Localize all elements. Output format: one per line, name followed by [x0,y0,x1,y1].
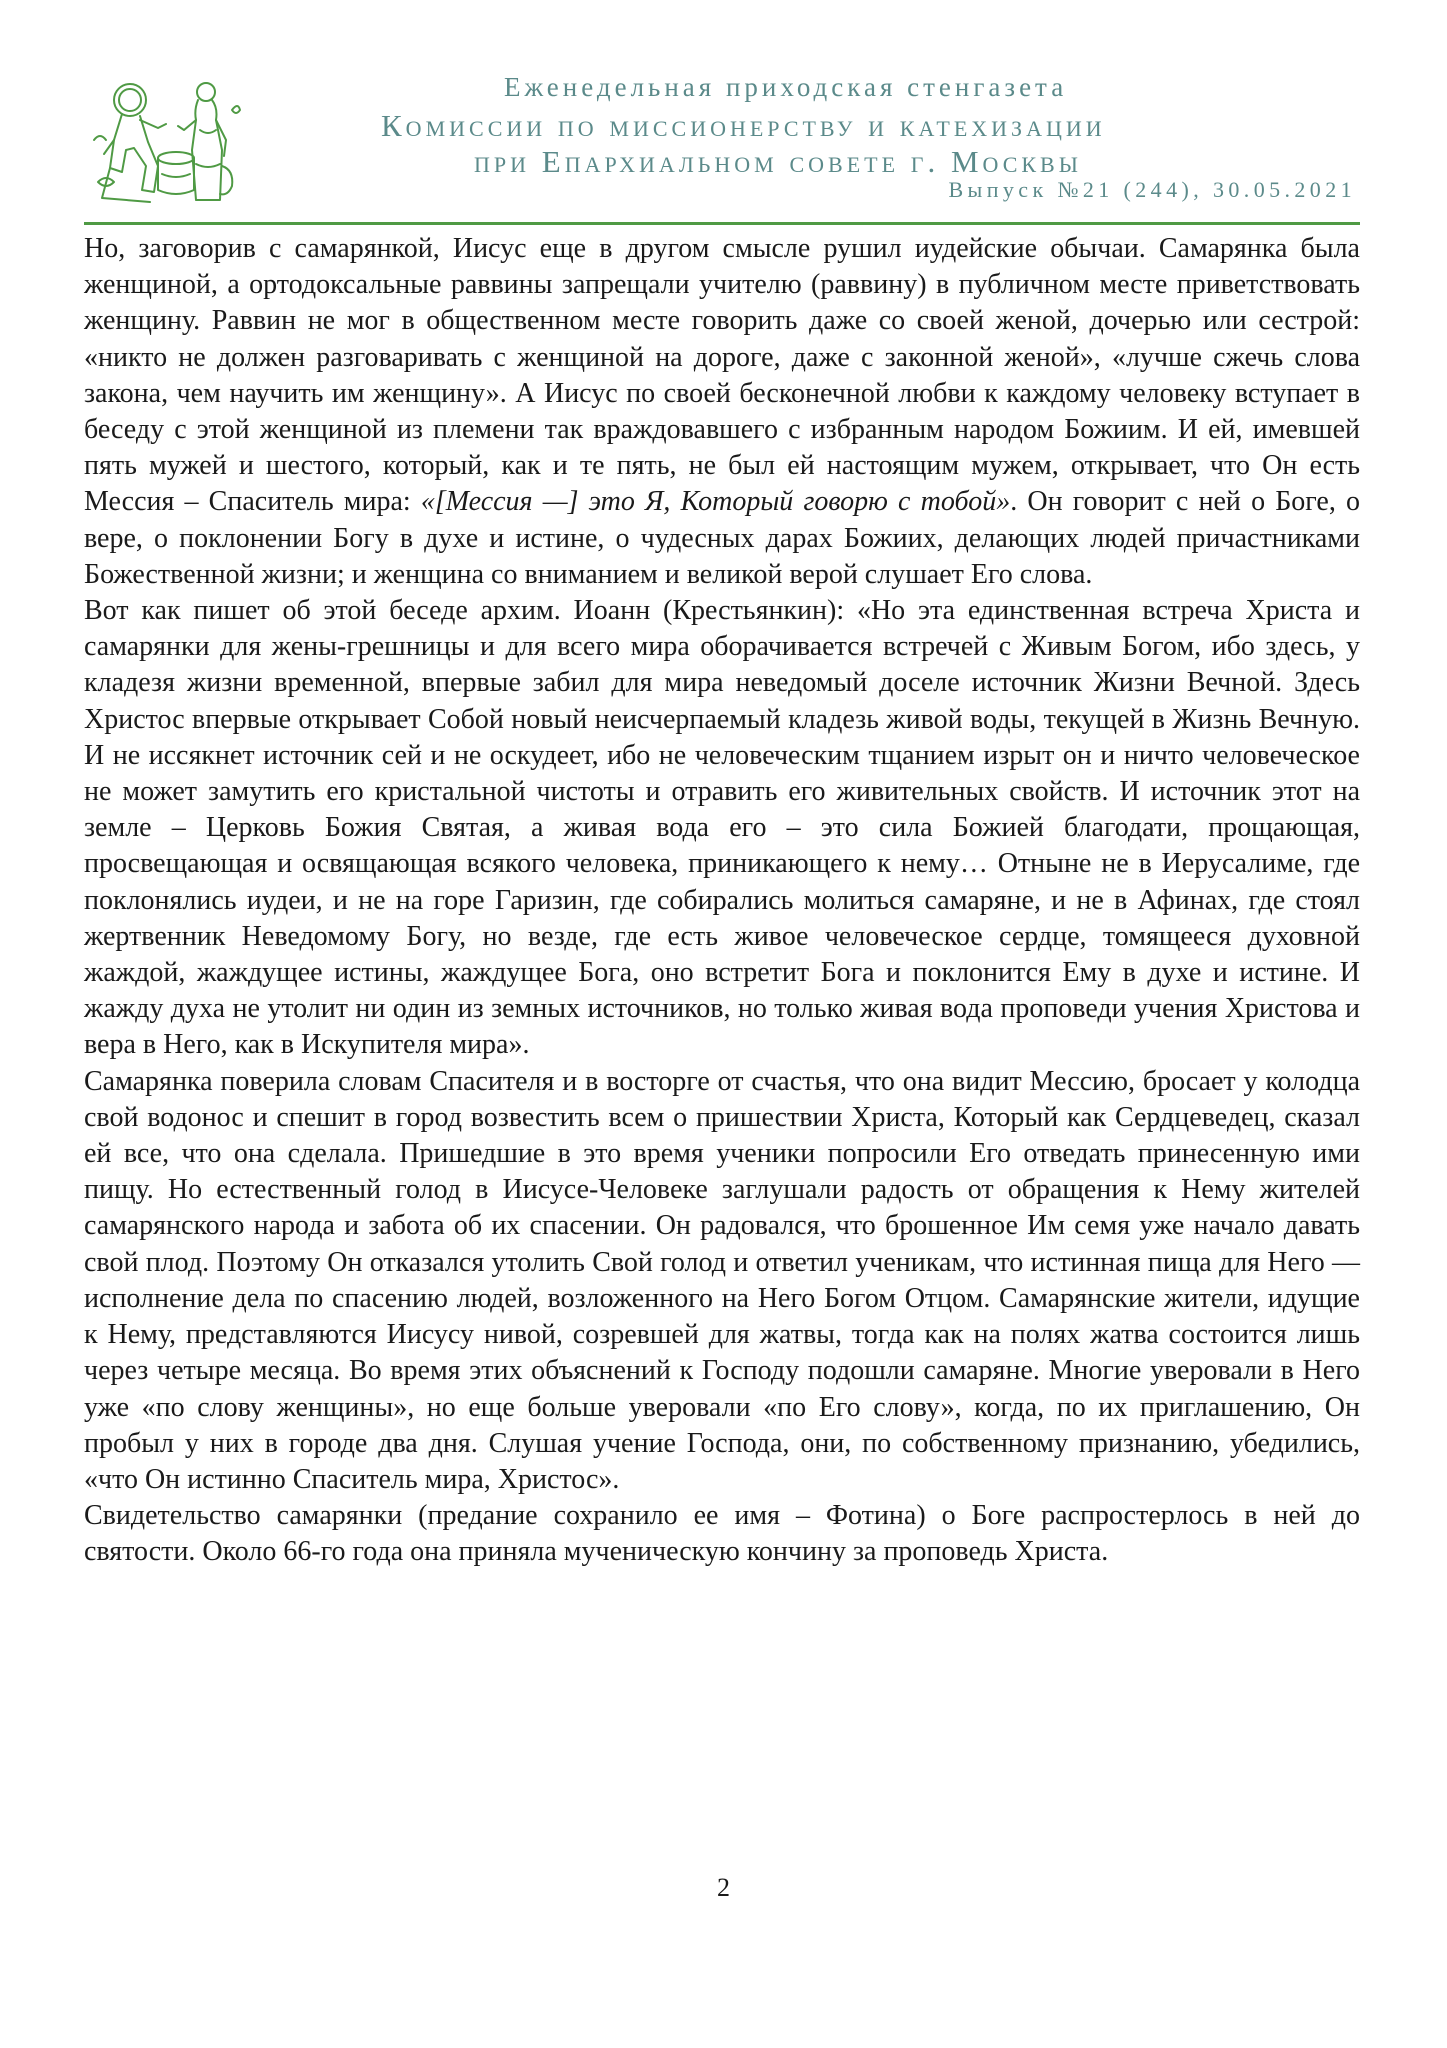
christ-and-samaritan-woman-at-well-icon [92,70,242,210]
scripture-quote: «[Мессия —] это Я, Который говорю с тобой» [420,486,1011,518]
issue-info: Выпуск №21 (244), 30.05.2021 [948,177,1356,202]
paragraph-1-text-b: . Он говорит с ней о Боге, о вере, о поклонении Богу в духе и истине, о чудесных дарах Божиих, делающих людей причастниками Божественной жизни; и женщина со вниманием и великой верой слушает Его слова. [84,486,1360,590]
diocesan-council-name: при Епархиальном совете г. Москвы [474,144,1082,179]
newsletter-title: Еженедельная приходская стенгазета [504,72,1068,102]
page-number: 2 [717,1873,730,1902]
paragraph-1 [84,231,1360,593]
header-divider [84,222,1360,225]
paragraph-4: Свидетельство самарянки (предание сохранило ее имя – Фотина) о Боге распростерлось в ней до святости. Около 66-го года она приняла мученическую кончину за проповедь Христа. [84,1500,1360,1568]
page-header [84,64,1356,222]
commission-name: Комиссии по миссионерству и катехизации [381,108,1106,143]
paragraph-1-text-a: Но, заговорив с самарянкой, Иисус еще в другом смысле рушил иудейские обычаи. Самарянка была женщиной, а ортодоксальные раввины запрещали учителю (раввину) в публичном месте приветствовать женщину. Раввин не мог в общественном месте говорить даже со своей женой, дочерью или сестрой: «никто не должен разговаривать с женщиной на дороге, даже с законной женой», «лучше сжечь слова закона, чем научить им женщину». А Иисус по своей бесконечной любви к каждому человеку вступает в беседу с этой женщиной из племени так враждовавшего с избранным народом Божиим. И ей, имевшей пять мужей и шестого, который, как и те пять, не был ей настоящим мужем, открывает, что Он есть Мессия – Спаситель мира: [84,233,1360,518]
paragraph-2: Вот как пишет об этой беседе архим. Иоанн (Крестьянкин): «Но эта единственная встреча Христа и самарянки для жены-грешницы и для всего мира оборачивается встречей с Живым Богом, ибо здесь, у кладезя жизни временной, впервые забил для мира неведомый доселе источник Жизни Вечной. Здесь Христос впервые открывает Собой новый неисчерпаемый кладезь живой воды, текущей в Жизнь Вечную. И не иссякнет источник сей и не оскудеет, ибо не человеческим тщанием изрыт он и ничто человеческое не может замутить его кристальной чистоты и отравить его живительных свойств. И источник этот на земле – Церковь Божия Святая, а живая вода его – это сила Божией благодати, прощающая, просвещающая и освящающая всякого человека, приникающего к нему… Отныне не в Иерусалиме, где поклонялись иудеи, и не на горе Гаризин, где собирались молиться самаряне, и не в Афинах, где стоял жертвенник Неведомому Богу, но везде, где есть живое человеческое сердце, томящееся духовной жаждой, жаждущее истины, жаждущее Бога, оно встретит Бога и поклонится Ему в духе и истине. И жажду духа не утолит ни один из земных источников, но только живая вода проповеди учения Христова и вера в Него, как в Искупителя мира». [84,595,1360,1061]
paragraph-3: Самарянка поверила словам Спасителя и в восторге от счастья, что она видит Мессию, бросает у колодца свой водонос и спешит в город возвестить всем о пришествии Христа, Который как Сердцеведец, сказал ей все, что она сделала. Пришедшие в это время ученики попросили Его отведать принесенную ими пищу. Но естественный голод в Иисусе-Человеке заглушали радость от обращения к Нему жителей самарянского народа и забота об их спасении. Он радовался, что брошенное Им семя уже начало давать свой плод. Поэтому Он отказался утолить Свой голод и ответил ученикам, что истинная пища для Него — исполнение дела по спасению людей, возложенного на Него Богом Отцом. Самарянские жители, идущие к Нему, представляются Иисусу нивой, созревшей для жатвы, тогда как на полях жатва состоится лишь через четыре месяца. Во время этих объяснений к Господу подошли самаряне. Многие уверовали в Него уже «по слову женщины», но еще больше уверовали «по Его слову», когда, по их приглашению, Он пробыл у них в городе два дня. Слушая учение Господа, они, по собственному признанию, убедились, «что Он истинно Спаситель мира, Христос». [84,1065,1360,1495]
article-body [84,231,1360,1571]
